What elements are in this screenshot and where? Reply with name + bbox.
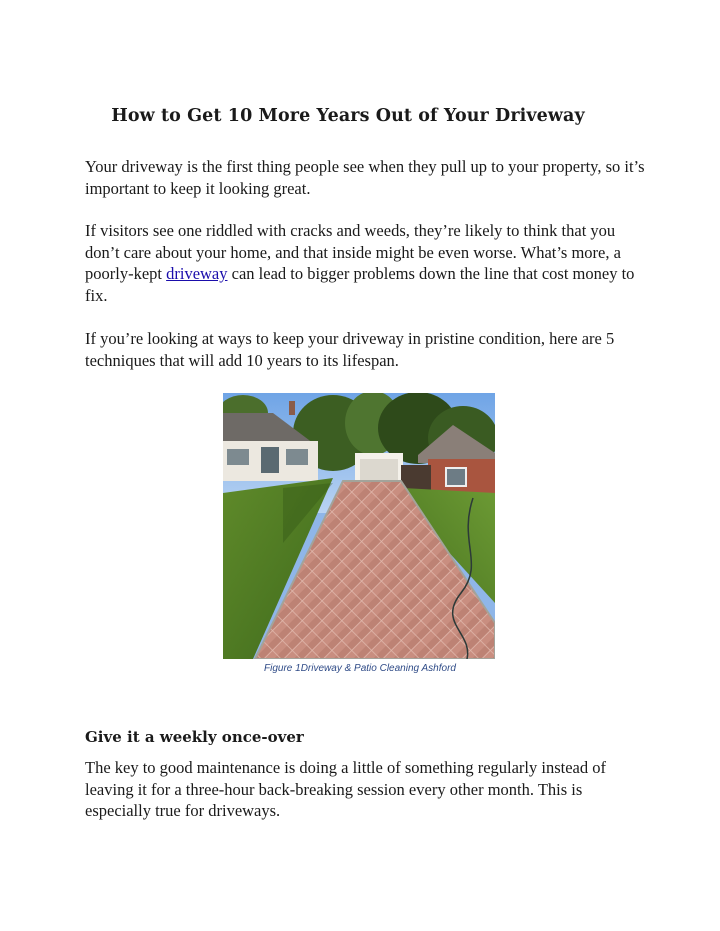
figure-caption: Figure 1Driveway & Patio Cleaning Ashford xyxy=(264,663,456,674)
section-body: The key to good maintenance is doing a little of something regularly instead of leaving it for a three-hour back-breaking session every other month. This is especially true for driveways. xyxy=(85,758,606,821)
section-heading: Give it a weekly once-over xyxy=(85,728,304,746)
paragraph-visitors xyxy=(85,220,645,306)
paragraph-intro: Your driveway is the first thing people see when they pull up to your property, so it’s important to keep it looking great. xyxy=(85,157,645,198)
paragraph-techniques: If you’re looking at ways to keep your driveway in pristine condition, here are 5 techniques that will add 10 years to its lifespan. xyxy=(85,329,615,370)
paragraph-visitors-text-1: If visitors see one riddled with cracks and weeds, they’re likely to think that you don’t care about your home, and that inside might be even worse. What’s more, a poorly-kept xyxy=(85,221,621,284)
driveway-photo xyxy=(223,393,495,659)
page-title: How to Get 10 More Years Out of Your Driveway xyxy=(111,106,585,126)
paragraph-visitors-text-2: can lead to bigger problems down the line that cost money to fix. xyxy=(85,264,635,305)
driveway-link[interactable]: driveway xyxy=(166,264,228,284)
